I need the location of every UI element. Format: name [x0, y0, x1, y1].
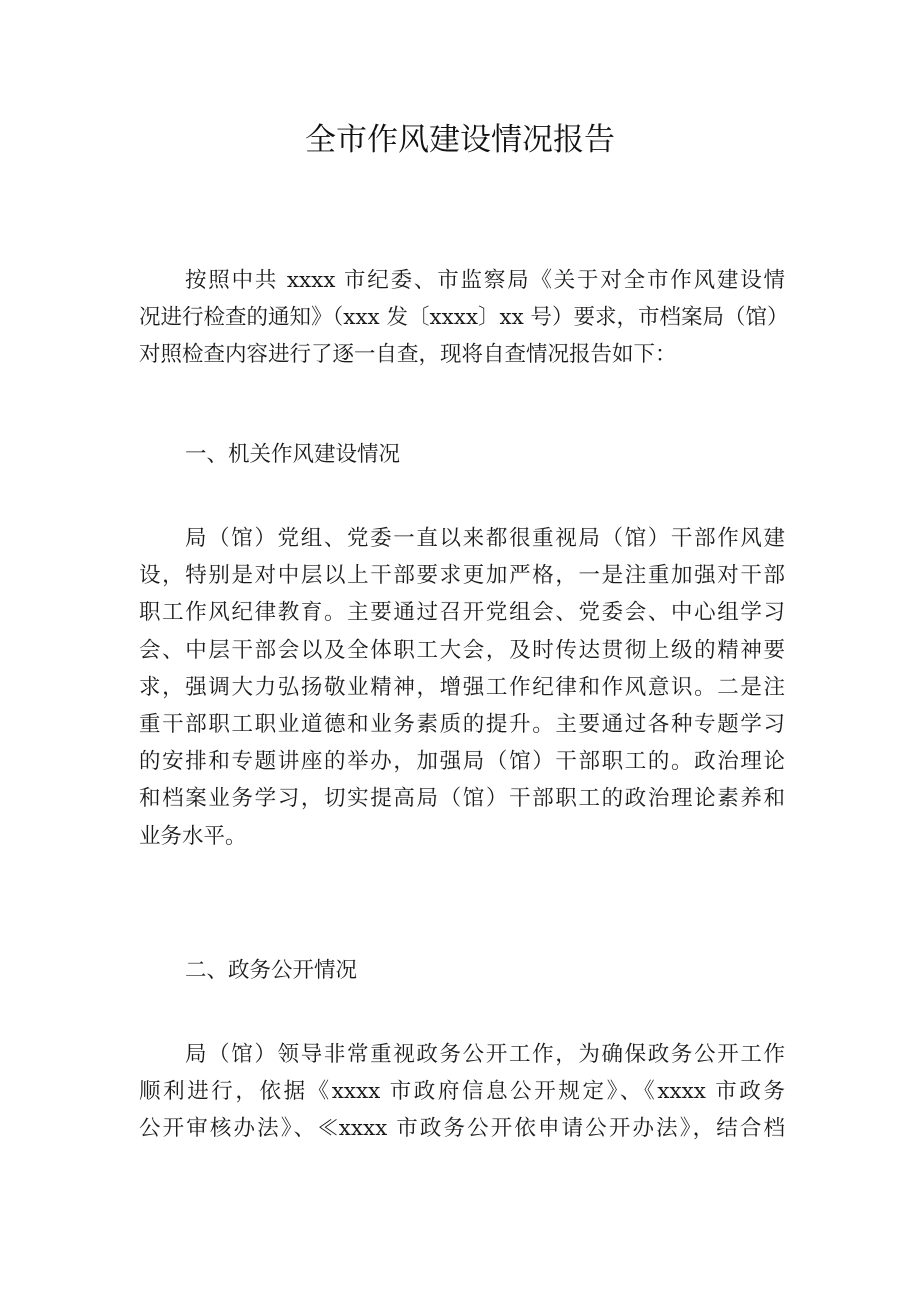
paragraph-line: 求，强调大力弘扬敬业精神，增强工作纪律和作风意识。二是注 — [139, 674, 785, 700]
paragraph-line: 重干部职工职业道德和业务素质的提升。主要通过各种专题学习 — [139, 712, 785, 738]
paragraph-line: 业务水平。 — [139, 823, 247, 849]
paragraph-line: 对照检查内容进行了逐一自查，现将自查情况报告如下： — [139, 342, 677, 368]
paragraph-line: 公开审核办法》、≪xxxx 市政务公开依申请公开办法》，结合档 — [139, 1116, 785, 1142]
section-1-paragraph — [139, 520, 785, 855]
paragraph-line: 职工作风纪律教育。主要通过召开党组会、党委会、中心组学习 — [139, 600, 785, 626]
intro-paragraph — [139, 262, 789, 374]
section-2-paragraph — [139, 1036, 785, 1148]
paragraph-line: 顺利进行，依据《xxxx 市政府信息公开规定》、《xxxx 市政务 — [139, 1079, 785, 1105]
paragraph-line: 和档案业务学习，切实提高局（馆）干部职工的政治理论素养和 — [139, 786, 785, 812]
document-title: 全市作风建设情况报告 — [305, 122, 615, 158]
paragraph-line: 会、中层干部会以及全体职工大会，及时传达贯彻上级的精神要 — [139, 637, 785, 663]
paragraph-line: 设，特别是对中层以上干部要求更加严格，一是注重加强对干部 — [139, 563, 785, 589]
paragraph-line: 局（馆）党组、党委一直以来都很重视局（馆）干部作风建 — [185, 526, 785, 551]
paragraph-line: 按照中共 xxxx 市纪委、市监察局《关于对全市作风建设情 — [185, 268, 785, 293]
paragraph-line: 的安排和专题讲座的举办，加强局（馆）干部职工的。政治理论 — [139, 749, 785, 775]
section-heading-2: 二、政务公开情况 — [185, 958, 358, 983]
section-heading-1: 一、机关作风建设情况 — [185, 442, 401, 467]
paragraph-line: 况进行检查的通知》（xxx 发〔xxxx〕xx 号）要求，市档案局（馆） — [139, 305, 789, 331]
paragraph-line: 局（馆）领导非常重视政务公开工作，为确保政务公开工作 — [185, 1042, 785, 1067]
